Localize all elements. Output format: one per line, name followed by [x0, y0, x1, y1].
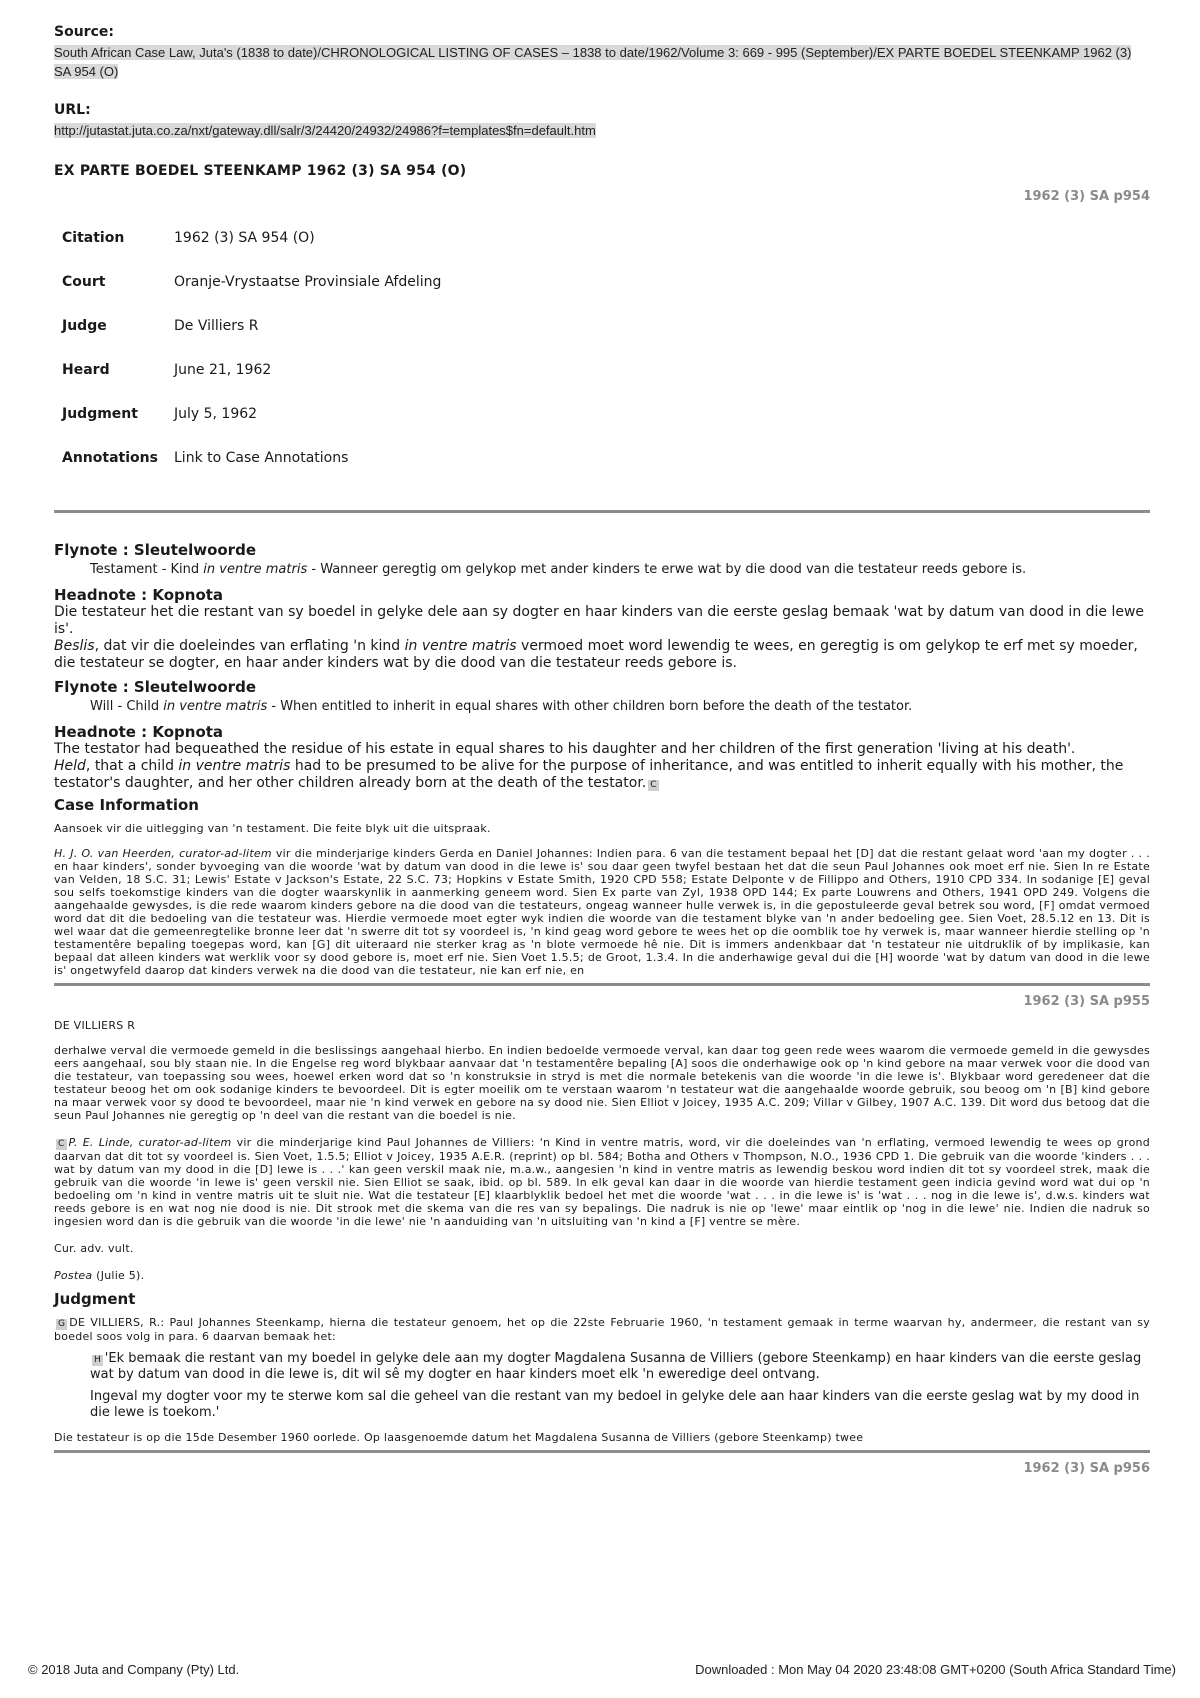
counsel-argument-1: H. J. O. van Heerden, curator-ad-litem vir die minderjarige kinders Gerda en Daniel Johannes: Indien para. 6 van die testament bepaal het [D] dat die restant gelaat word 'aan my dogter . . . en haar kinders', sonder byvoeging van die woorde 'wat by datum van dood in die lewe is' sou daar geen twyfel bestaan het dat die seun Paul Johannes ook moet erf nie. Sien In re Estate van Velden, 18 S.C. 31; Lewis' Estate v Jackson's Estate, 22 S.C. 73; Hopkins v Estate Smith, 1920 CPD 558; Estate Delponte v de Fillippo and Others, 1910 CPD 334. In sodanige [E] geval sou selfs toekomstige kinders van die dogter waarskynlik in aanmerking geneem word. Sien Ex parte van Zyl, 1938 OPD 144; Ex parte Louwrens and Others, 1941 OPD 249. Volgens die aangehaalde gewysdes, is die rede waarom kinders gebore na die dood van die testateurs, ongeag wanneer hulle verwek is, in die gepostuleerde geval betrek sou word, [F] omdat vermoed word dat dit die bedoeling van die testateur was. Hierdie vermoede moet egter wyk indien die woorde van die testament blyke van 'n ander bedoeling gee. Sien Voet, 28.5.12 en 13. Dit is wel waar dat die gemeenregtelike bronne leer dat 'n swerre dit tot sy voordeel is, 'n kind geag word gebore te wees het op die oomblik toe hy verwek is, maar wanneer hierdie stelling op 'n testamentêre bepaling toegepas word, kan [G] dit uiteraard nie sterker krag as 'n blote vermoede hê nie. Dit is immers andenkbaar dat 'n testateur nie uitdruklik of by implikasie, kan bepaal dat alleen kinders wat werklik voor sy dood gebore is, moet erf nie. Sien Voet 1.5.5; de Groot, 1.3.4. In die anderhawige geval dui die [H] woorde 'wat by datum van dood in die lewe is' ongetwyfeld daarop dat kinders verwek na die dood van die testateur, nie kan erf nie, en: [54, 847, 1150, 977]
meta-key: Heard: [62, 362, 110, 378]
will-quote: [54, 1351, 1150, 1421]
meta-row-annotations: [62, 450, 441, 494]
flynote-af-heading: Flynote : Sleutelwoorde: [54, 541, 256, 559]
margin-marker: C: [650, 780, 657, 790]
case-info-heading: Case Information: [54, 796, 199, 814]
annotations-link[interactable]: Link to Case Annotations: [174, 450, 349, 466]
flynote-en-heading: Flynote : Sleutelwoorde: [54, 678, 256, 696]
margin-marker: G: [58, 1319, 66, 1329]
headnote-en-heading: Headnote : Kopnota: [54, 723, 224, 741]
meta-value: June 21, 1962: [174, 362, 272, 378]
postea-line: Postea (Julie 5).: [54, 1269, 145, 1282]
meta-key: Judgment: [62, 406, 138, 422]
footer-download-stamp: Downloaded : Mon May 04 2020 23:48:08 GMT+0200 (South Africa Standard Time): [695, 1662, 1176, 1677]
will-quote-p1: H 'Ek bemaak die restant van my boedel in gelyke dele aan my dogter Magdalena Susanna de Villiers (gebore Steenkamp) en haar kinders van die eerste geslag wat by datum van dood in die lewe is, dit wil sê my dogter en haar kinders moet elk 'n eweredige deel ontvang.: [90, 1351, 1142, 1382]
case-title: EX PARTE BOEDEL STEENKAMP 1962 (3) SA 954 (O): [54, 163, 467, 179]
judgment-p2: Die testateur is op die 15de Desember 1960 oorlede. Op laasgenoemde datum het Magdalena Susanna de Villiers (gebore Steenkamp) twee: [54, 1431, 864, 1444]
flynote-af-text: Testament - Kind in ventre matris - Wanneer geregtig om gelykop met ander kinders te erwe wat by die dood van die testateur reeds gebore is.: [90, 562, 1027, 577]
judgment-p1: G DE VILLIERS, R.: Paul Johannes Steenkamp, hierna die testateur genoem, het op die 22ste Februarie 1960, 'n testament gemaak in terme waarvan hy, andermeer, die restant van sy boedel soos volg in para. 6 daarvan bemaak het:: [54, 1316, 1150, 1343]
headnote-af-p1: Die testateur het die restant van sy boedel in gelyke dele aan sy dogter en haar kinders van die eerste geslag bemaak 'wat by datum van dood in die lewe is'.: [54, 604, 1145, 637]
cur-adv-vult: Cur. adv. vult.: [54, 1242, 134, 1255]
meta-key: Annotations: [62, 450, 158, 466]
url-link[interactable]: http://jutastat.juta.co.za/nxt/gateway.dll/salr/3/24420/24932/24986?f=templates$fn=default.htm: [54, 123, 596, 138]
judge-name-line: DE VILLIERS R: [54, 1019, 136, 1032]
footer-copyright: © 2018 Juta and Company (Pty) Ltd.: [28, 1662, 240, 1677]
meta-key: Court: [62, 274, 106, 290]
meta-row-heard: [62, 362, 441, 406]
meta-value: Oranje-Vrystaatse Provinsiale Afdeling: [174, 274, 442, 290]
url-label: URL:: [54, 102, 91, 118]
meta-value: 1962 (3) SA 954 (O): [174, 230, 315, 246]
meta-row-court: [62, 274, 441, 318]
headnote-en-p1: The testator had bequeathed the residue of his estate in equal shares to his daughter and her children of the first generation 'living at his death'.: [54, 741, 1076, 757]
page-ref-955: 1962 (3) SA p955: [1023, 994, 1150, 1009]
counsel-argument-2: C P. E. Linde, curator-ad-litem vir die minderjarige kind Paul Johannes de Villiers: 'n Kind in ventre matris, word, vir die doeleindes van 'n erflating, vermoed lewendig te wees op grond daarvan dat dit tot sy voordeel is. Sien Voet, 1.5.5; Elliot v Joicey, 1935 A.E.R. (reprint) op bl. 584; Botha and Others v Thompson, N.O., 1936 CPD 1. Die gebruik van die woorde 'kinders . . . wat by datum van my dood in die [D] lewe is . . .' kan geen verskil maak nie, m.a.w., aangesien 'n kind in ventre matris as lewendig beskou word indien dit tot sy voordeel strek, maak die gebruik van die woorde 'in lewe is' geen verskil nie. Sien Elliot se saak, ibid. op bl. 589. In elk geval kan daar in die woorde van hierdie testament geen indicia gevind word wat dui op 'n bedoeling om 'n kind in ventre matris uit te sluit nie. Wat die testateur [E] klaarblyklik bedoel het met die woorde 'wat . . . in die lewe is' is 'wat . . . nog in die lewe is', d.w.s. kinders wat reeds gebore is en wat nog nie dood is nie. Dit strook met die skema van die res van sy bepalings. Die nadruk is nie op 'lewe' maar eintlik op 'nog in die lewe' nie. Indien die nadruk so ingesien word dan is die gebruik van die woorde 'in die lewe' nie 'n aanduiding van 'n uitsluiting van 'n kind a [F] ventre se mère.: [54, 1136, 1151, 1228]
divider: [54, 1450, 1150, 1453]
meta-key: Judge: [62, 318, 107, 334]
source-path[interactable]: South African Case Law, Juta's (1838 to date)/CHRONOLOGICAL LISTING OF CASES – 1838 to date/1962/Volume 3: 669 - 995 (September)/EX PARTE BOEDEL STEENKAMP 1962 (3) SA 954 (O): [54, 45, 1132, 79]
page-ref-956: 1962 (3) SA p956: [1023, 1461, 1150, 1476]
meta-row-judgment: [62, 406, 441, 450]
case-info-intro: Aansoek vir die uitlegging van 'n testament. Die feite blyk uit die uitspraak.: [54, 822, 491, 835]
page-ref-954: 1962 (3) SA p954: [1023, 189, 1150, 204]
judgment-heading: Judgment: [54, 1290, 136, 1308]
meta-value: July 5, 1962: [174, 406, 258, 422]
counsel-argument-1-continued: derhalwe verval die vermoede gemeld in die beslissings aangehaal hierbo. En indien bedoelde vermoede verval, kan daar tog geen rede wees waarom die vermoede gemeld in die gewysdes eers aangehaal, sou bly staan nie. In die Engelse reg word blykbaar aanvaar dat 'n testamentêre bepaling [A] soos die onderhawige ook op 'n kind gebore na maar verwek voor die dood van die testateur, van toepassing sou wees, hoewel erken word dat so 'n konstruksie in stryd is met die normale betekenis van die woorde 'in die lewe is'. Blykbaar word geredeneer dat die testateur beoog het om ook sodanige kinders te bevoordeel. Dit is egter moeilik om te verstaan waarom 'n testateur wat die aangehaalde woorde gebruik, sou beoog om 'n [B] kind gebore na maar verwek voor sy dood te bevoordeel, maar nie 'n kind verwek en gebore na sy dood nie. Sien Elliot v Joicey, 1935 A.C. 209; Villar v Gilbey, 1907 A.C. 139. Dit word dus betoog dat die seun Paul Johannes nie geregtig op 'n deel van die restant van die boedel is nie.: [54, 1044, 1150, 1122]
margin-marker: C: [58, 1139, 65, 1149]
divider: [54, 510, 1150, 513]
meta-row-citation: [62, 230, 441, 274]
meta-row-judge: [62, 318, 441, 362]
divider: [54, 983, 1150, 986]
headnote-en-p2: Held, that a child in ventre matris had to be presumed to be alive for the purpose of inheritance, and was entitled to inherit equally with his mother, the testator's daughter, and her other children already born at the death of the testator. C: [54, 758, 1124, 791]
headnote-af-p2: Beslis, dat vir die doeleindes van erflating 'n kind in ventre matris vermoed moet word lewendig te wees, en geregtig is om gelykop te erf met sy moeder, die testateur se dogter, en haar ander kinders wat by die dood van die testateur reeds gebore is.: [54, 638, 1138, 671]
headnote-af-heading: Headnote : Kopnota: [54, 586, 224, 604]
meta-value: De Villiers R: [174, 318, 259, 334]
source-label: Source:: [54, 24, 114, 40]
document-page: [54, 24, 1150, 1476]
meta-key: Citation: [62, 230, 125, 246]
margin-marker: H: [94, 1355, 101, 1365]
flynote-en-text: Will - Child in ventre matris - When entitled to inherit in equal shares with other children born before the death of the testator.: [90, 699, 913, 714]
will-quote-p2: Ingeval my dogter voor my te sterwe kom sal die geheel van die restant van my bedoel in gelyke dele aan haar kinders van die eerste geslag wat by my dood in die lewe is toekom.': [90, 1389, 1140, 1420]
case-meta-table: [62, 230, 441, 494]
